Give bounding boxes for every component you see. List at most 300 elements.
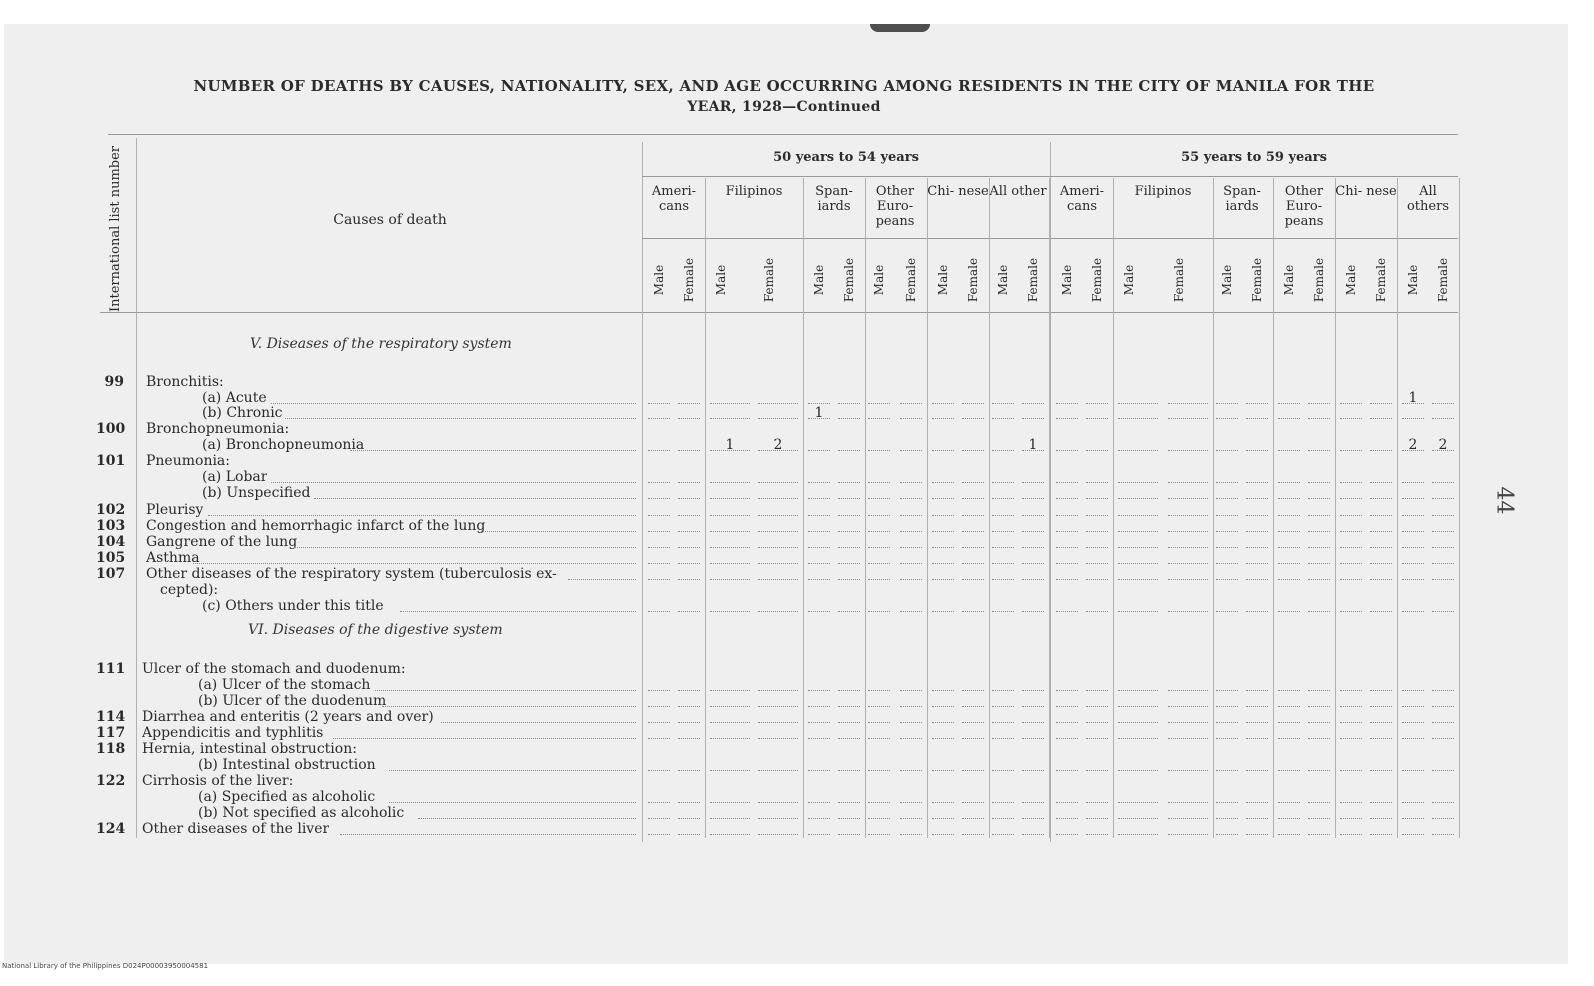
leader-dots (481, 530, 636, 532)
cell-dots (1402, 497, 1424, 499)
cause-label: Diarrhea and enteritis (2 years and over) (142, 709, 434, 725)
cell-dots (1022, 546, 1044, 548)
row-number: 111 (96, 661, 126, 677)
cell-dots (1118, 610, 1158, 612)
cell-dots (1216, 481, 1238, 483)
cell-dots (1118, 546, 1158, 548)
cell-dots (1246, 514, 1268, 516)
cell-dots (1056, 737, 1078, 739)
sex-female-header (1164, 246, 1194, 314)
cell-dots (710, 817, 750, 819)
cell-dots (868, 801, 890, 803)
nationality-rule (1459, 178, 1460, 838)
cell-dots (648, 546, 670, 548)
row-number: 105 (96, 550, 126, 566)
cell-dots (992, 530, 1014, 532)
cell-dots (1278, 546, 1300, 548)
cell-dots (1308, 801, 1330, 803)
cell-dots (1086, 833, 1108, 835)
cause-label: (b) Intestinal obstruction (198, 757, 376, 773)
cell-dots (1340, 721, 1362, 723)
cell-dots (1370, 721, 1392, 723)
cell-dots (932, 402, 954, 404)
cell-dots (1086, 817, 1108, 819)
col-rule-agegroup (1050, 142, 1051, 842)
cell-dots (648, 705, 670, 707)
cell-dots (758, 402, 798, 404)
cell-dots (1056, 562, 1078, 564)
cell-dots (1022, 769, 1044, 771)
cell-dots (1246, 737, 1268, 739)
cell-dots (1246, 705, 1268, 707)
cell-dots (1216, 417, 1238, 419)
nationality-header: All others (1406, 184, 1449, 214)
cell-dots (1118, 481, 1158, 483)
cell-dots (932, 514, 954, 516)
sex-male-header (804, 246, 834, 314)
nationality-header: Other Euro- peans (1284, 184, 1324, 229)
cell-dots (808, 817, 830, 819)
cell-dots (758, 801, 798, 803)
cell-dots (1432, 546, 1454, 548)
cell-dots (758, 689, 798, 691)
cell-dots (868, 417, 890, 419)
cell-dots (838, 562, 860, 564)
cell-dots (1216, 546, 1238, 548)
cell-dots (710, 801, 750, 803)
sex-label: Female (1090, 257, 1104, 303)
cell-dots (1086, 449, 1108, 451)
cell-dots (1216, 817, 1238, 819)
cell-dots (992, 705, 1014, 707)
cell-dots (932, 801, 954, 803)
cell-dots (992, 689, 1014, 691)
cell-dots (900, 737, 922, 739)
cell-dots (932, 562, 954, 564)
cell-dots (1308, 449, 1330, 451)
cell-dots (678, 817, 700, 819)
row-number: 104 (96, 534, 126, 550)
sex-female-header (1428, 246, 1458, 314)
cell-dots (838, 769, 860, 771)
cell-dots (962, 705, 984, 707)
cell-dots (678, 481, 700, 483)
cell-dots (648, 721, 670, 723)
cell-dots (710, 514, 750, 516)
cell-dots (868, 610, 890, 612)
sex-label: Male (812, 264, 826, 296)
cell-dots (868, 562, 890, 564)
cell-dots (1432, 481, 1454, 483)
cell-dots (1370, 417, 1392, 419)
scan-artifact (870, 24, 930, 32)
cell-dots (678, 497, 700, 499)
cell-dots (1278, 769, 1300, 771)
cell-dots (1340, 833, 1362, 835)
cause-label: (a) Lobar (202, 469, 268, 485)
cell-dots (808, 402, 830, 404)
cell-dots (1370, 801, 1392, 803)
cell-dots (992, 497, 1014, 499)
cell-dots (1118, 833, 1158, 835)
nationality-header: Chi- nese (927, 184, 989, 199)
cell-dots (900, 689, 922, 691)
cell-dots (962, 562, 984, 564)
cell-dots (962, 578, 984, 580)
row-number: 100 (96, 421, 126, 437)
row-number: 99 (104, 374, 124, 390)
cell-dots (1022, 721, 1044, 723)
cell-dots (1086, 610, 1108, 612)
cell-dots (1402, 833, 1424, 835)
cell-dots (678, 610, 700, 612)
cause-label: Appendicitis and typhlitis (142, 725, 324, 741)
cell-dots (1168, 721, 1208, 723)
cell-dots (838, 721, 860, 723)
cell-dots (962, 801, 984, 803)
cell-dots (932, 689, 954, 691)
cell-dots (1168, 769, 1208, 771)
cell-dots (710, 705, 750, 707)
cell-dots (838, 449, 860, 451)
cell-dots (808, 705, 830, 707)
sex-label: Male (1060, 264, 1074, 296)
cell-dots (962, 721, 984, 723)
cause-label: (c) Others under this title (202, 598, 384, 614)
cell-dots (648, 514, 670, 516)
cell-dots (1056, 417, 1078, 419)
row-number: 122 (96, 773, 126, 789)
cell-dots (808, 578, 830, 580)
cause-label: Cirrhosis of the liver: (142, 773, 294, 789)
leader-dots (333, 737, 636, 739)
cell-dots (932, 833, 954, 835)
cell-dots (1086, 769, 1108, 771)
cell-dots (932, 481, 954, 483)
cell-dots (1086, 578, 1108, 580)
cell-dots (1432, 530, 1454, 532)
cell-dots (900, 449, 922, 451)
sex-female-header (1242, 246, 1272, 314)
cell-dots (648, 578, 670, 580)
leader-dots (568, 578, 636, 580)
cell-dots (1022, 689, 1044, 691)
cell-dots (1022, 402, 1044, 404)
cell-dots (678, 546, 700, 548)
cell-dots (838, 417, 860, 419)
cell-dots (678, 417, 700, 419)
cell-dots (838, 833, 860, 835)
cause-label: (a) Ulcer of the stomach (198, 677, 371, 693)
cell-dots (932, 705, 954, 707)
sex-male-header (988, 246, 1018, 314)
cell-dots (1402, 562, 1424, 564)
cell-dots (1278, 801, 1300, 803)
sex-label: Female (842, 257, 856, 303)
cell-dots (1278, 737, 1300, 739)
cell-dots (1216, 402, 1238, 404)
cell-dots (1216, 737, 1238, 739)
cell-dots (838, 546, 860, 548)
cause-label: Pneumonia: (146, 453, 230, 469)
cell-dots (992, 817, 1014, 819)
cell-dots (1308, 737, 1330, 739)
cell-dots (1086, 801, 1108, 803)
cell-dots (932, 817, 954, 819)
cell-dots (808, 514, 830, 516)
cell-dots (808, 833, 830, 835)
cell-dots (900, 562, 922, 564)
col-rule-num (136, 138, 137, 838)
cell-dots (710, 610, 750, 612)
cell-dots (1370, 689, 1392, 691)
cell-dots (808, 481, 830, 483)
cell-dots (1432, 610, 1454, 612)
cell-dots (1216, 578, 1238, 580)
cell-dots (1168, 610, 1208, 612)
nationality-header: Span- iards (815, 184, 853, 214)
cell-dots (962, 546, 984, 548)
cell-dots (1168, 562, 1208, 564)
cell-dots (808, 801, 830, 803)
cell-dots (1216, 530, 1238, 532)
intl-list-label: International list number (108, 145, 123, 313)
cell-dots (962, 833, 984, 835)
cell-dots (1216, 610, 1238, 612)
cell-dots (808, 497, 830, 499)
leader-dots (382, 705, 636, 707)
cell-dots (932, 610, 954, 612)
cell-dots (648, 530, 670, 532)
cell-dots (932, 417, 954, 419)
cell-dots (1022, 817, 1044, 819)
cell-dots (838, 705, 860, 707)
cell-dots (1370, 514, 1392, 516)
leader-dots (271, 402, 636, 404)
cell-dots (1402, 530, 1424, 532)
cell-dots (808, 721, 830, 723)
sex-female-header (674, 246, 704, 314)
cell-dots (992, 402, 1014, 404)
cell-dots (808, 689, 830, 691)
cell-dots (962, 769, 984, 771)
cell-dots (868, 530, 890, 532)
cell-dots (1056, 481, 1078, 483)
cell-dots (1056, 689, 1078, 691)
cell-dots (932, 769, 954, 771)
cell-dots (868, 769, 890, 771)
cell-dots (992, 769, 1014, 771)
cell-dots (1056, 817, 1078, 819)
col-rule-cause (642, 142, 643, 842)
cell-dots (1168, 801, 1208, 803)
cell-dots (1278, 417, 1300, 419)
row-number: 114 (96, 709, 126, 725)
cell-dots (1340, 514, 1362, 516)
cell-dots (710, 562, 750, 564)
sex-female-header (754, 246, 784, 314)
cell-value: 1 (814, 405, 824, 421)
cell-dots (1086, 721, 1108, 723)
cell-dots (1168, 417, 1208, 419)
cause-label: Other diseases of the respiratory system (tuberculosis ex- (146, 566, 557, 582)
cell-dots (868, 546, 890, 548)
cell-dots (1246, 689, 1268, 691)
cell-dots (1246, 721, 1268, 723)
cell-dots (838, 481, 860, 483)
sex-female-header (1018, 246, 1048, 314)
cause-label: Ulcer of the stomach and duodenum: (142, 661, 406, 677)
cell-dots (962, 402, 984, 404)
cell-dots (932, 449, 954, 451)
cell-dots (710, 402, 750, 404)
cell-dots (1168, 817, 1208, 819)
cell-dots (1022, 801, 1044, 803)
cell-dots (1432, 737, 1454, 739)
sex-male-header (1212, 246, 1242, 314)
cell-dots (758, 705, 798, 707)
cell-dots (900, 514, 922, 516)
leader-dots (350, 449, 636, 451)
cell-dots (900, 530, 922, 532)
cell-value: 2 (1408, 437, 1418, 453)
cell-dots (1402, 417, 1424, 419)
cell-dots (710, 737, 750, 739)
cause-label: (b) Not specified as alcoholic (198, 805, 405, 821)
nationality-header: Filipinos (725, 184, 783, 199)
cell-dots (992, 481, 1014, 483)
cell-dots (758, 817, 798, 819)
age-rule (642, 176, 1458, 177)
cell-dots (868, 481, 890, 483)
cell-dots (838, 578, 860, 580)
cell-dots (900, 817, 922, 819)
sex-female-header (1366, 246, 1396, 314)
cell-dots (1118, 578, 1158, 580)
cell-dots (648, 833, 670, 835)
cell-dots (1370, 497, 1392, 499)
cell-dots (648, 449, 670, 451)
cell-dots (758, 610, 798, 612)
cell-dots (1118, 514, 1158, 516)
sex-female-header (1082, 246, 1112, 314)
cell-dots (992, 737, 1014, 739)
leader-dots (193, 562, 636, 564)
cell-dots (900, 769, 922, 771)
cell-dots (838, 530, 860, 532)
cell-dots (1118, 705, 1158, 707)
cell-dots (868, 514, 890, 516)
age-group-50-54: 50 years to 54 years (773, 150, 919, 165)
cell-dots (1308, 497, 1330, 499)
sex-male-header (1052, 246, 1082, 314)
cell-dots (808, 530, 830, 532)
cell-dots (838, 817, 860, 819)
cell-dots (1340, 530, 1362, 532)
cell-dots (678, 578, 700, 580)
cell-dots (992, 833, 1014, 835)
cell-dots (962, 481, 984, 483)
cell-dots (1402, 721, 1424, 723)
cell-dots (808, 769, 830, 771)
cell-dots (1340, 449, 1362, 451)
cell-dots (1308, 721, 1330, 723)
leader-dots (285, 417, 636, 419)
cell-dots (1278, 817, 1300, 819)
cell-dots (1308, 402, 1330, 404)
cell-dots (868, 449, 890, 451)
cell-dots (1246, 530, 1268, 532)
cell-dots (1402, 578, 1424, 580)
cell-dots (1432, 705, 1454, 707)
cell-dots (1022, 610, 1044, 612)
cell-dots (1118, 402, 1158, 404)
page-number: 44 (1491, 486, 1517, 515)
cell-dots (838, 689, 860, 691)
cell-dots (1432, 801, 1454, 803)
cause-label: (b) Ulcer of the duodenum (198, 693, 387, 709)
cell-dots (678, 737, 700, 739)
cell-dots (900, 481, 922, 483)
cell-dots (1168, 689, 1208, 691)
cell-dots (838, 610, 860, 612)
cause-label: (a) Specified as alcoholic (198, 789, 376, 805)
cell-dots (678, 705, 700, 707)
cell-dots (1402, 737, 1424, 739)
cell-dots (1118, 497, 1158, 499)
cell-dots (1246, 769, 1268, 771)
cause-label: (a) Bronchopneumonia (202, 437, 365, 453)
cell-dots (1056, 578, 1078, 580)
cell-dots (1340, 546, 1362, 548)
cell-dots (1432, 689, 1454, 691)
cell-dots (1086, 402, 1108, 404)
section-digestive: VI. Diseases of the digestive system (248, 622, 503, 638)
cell-dots (932, 497, 954, 499)
cell-dots (1168, 530, 1208, 532)
cell-dots (648, 769, 670, 771)
cell-dots (1118, 417, 1158, 419)
sex-male-header (928, 246, 958, 314)
leader-dots (375, 689, 636, 691)
cell-dots (1432, 578, 1454, 580)
cell-dots (1278, 481, 1300, 483)
cell-dots (1022, 530, 1044, 532)
cell-dots (1168, 497, 1208, 499)
cell-dots (1246, 578, 1268, 580)
cause-label: Congestion and hemorrhagic infarct of the lung (146, 518, 486, 534)
sex-label: Female (1436, 257, 1450, 303)
cell-dots (710, 497, 750, 499)
cell-dots (992, 610, 1014, 612)
cell-dots (992, 514, 1014, 516)
cell-dots (648, 481, 670, 483)
cell-dots (710, 833, 750, 835)
cell-dots (962, 497, 984, 499)
cell-dots (1168, 737, 1208, 739)
cell-dots (1246, 801, 1268, 803)
sex-male-header (1398, 246, 1428, 314)
cell-dots (868, 402, 890, 404)
cell-value: 2 (773, 437, 783, 453)
cell-dots (868, 689, 890, 691)
sex-label: Male (1282, 264, 1296, 296)
nationality-header: Chi- nese (1335, 184, 1397, 199)
cell-dots (808, 737, 830, 739)
cell-dots (1370, 562, 1392, 564)
cell-dots (1340, 497, 1362, 499)
cell-dots (1370, 546, 1392, 548)
